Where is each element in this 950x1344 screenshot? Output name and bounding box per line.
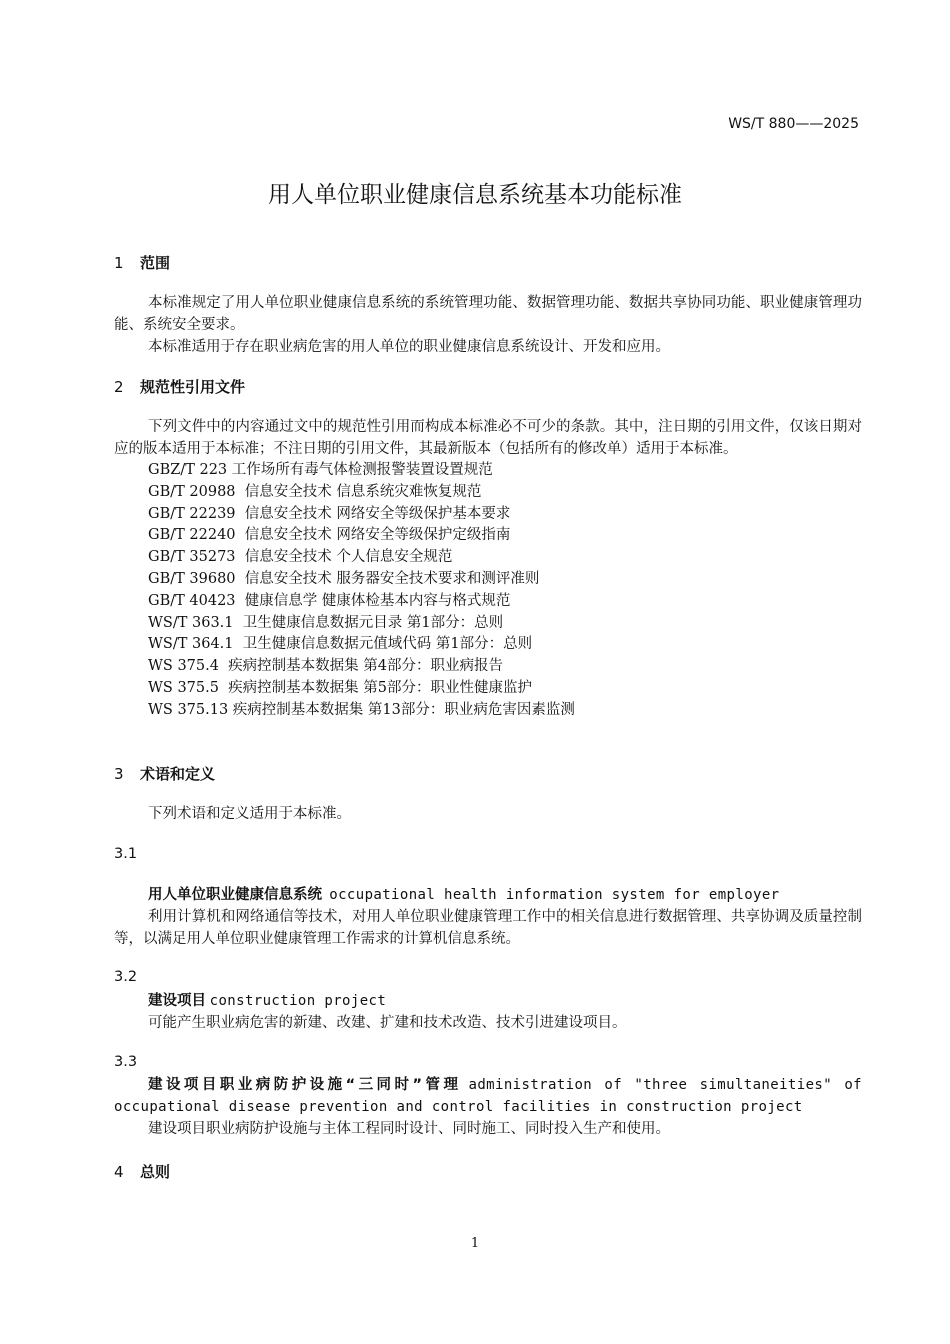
paragraph: 本标准适用于存在职业病危害的用人单位的职业健康信息系统设计、开发和应用。: [148, 339, 670, 355]
section-title: 总则: [140, 1163, 171, 1181]
term-zh: 建设项目职业病防护设施“三同时”管理: [148, 1077, 462, 1093]
section-title: 范围: [140, 254, 171, 272]
reference-item: WS 375.5 疾病控制基本数据集 第5部分：职业性健康监护: [148, 679, 533, 696]
section-number: 2: [114, 378, 124, 396]
term-en: occupational health information system for employer: [329, 887, 780, 903]
section-2-body: [114, 416, 862, 722]
section-3-heading: [114, 763, 862, 784]
section-2-heading: [114, 376, 862, 397]
term-name: [114, 884, 862, 906]
standard-code: WS/T 880——2025: [728, 116, 859, 132]
term-number: 3.2: [114, 969, 138, 985]
section-1-body: [114, 292, 862, 358]
page-number: 1: [470, 1236, 480, 1251]
term-definition: 可能产生职业病危害的新建、改建、扩建和技术改造、技术引进建设项目。: [148, 1015, 627, 1031]
reference-item: GBZ/T 223 工作场所有毒气体检测报警装置设置规范: [148, 462, 493, 478]
document-title: 用人单位职业健康信息系统基本功能标准: [268, 182, 682, 208]
section-title: 术语和定义: [140, 765, 216, 783]
reference-list: [114, 460, 862, 722]
term-zh: 用人单位职业健康信息系统: [148, 887, 322, 903]
paragraph: 下列文件中的内容通过文中的规范性引用而构成本标准必不可少的条款。其中，注日期的引用文件，仅该日期对应的版本适用于本标准；不注日期的引用文件，其最新版本（包括所有的修改单）适用于本标准。: [114, 419, 862, 457]
paragraph: 本标准规定了用人单位职业健康信息系统的系统管理功能、数据管理功能、数据共享协同功能、职业健康管理功能、系统安全要求。: [114, 295, 862, 333]
section-number: 1: [114, 254, 124, 272]
term-zh: 建设项目: [148, 993, 206, 1009]
reference-item: GB/T 20988 信息安全技术 信息系统灾难恢复规范: [148, 483, 482, 500]
paragraph: 下列术语和定义适用于本标准。: [148, 806, 351, 822]
section-3-intro: [114, 803, 862, 825]
reference-item: WS 375.4 疾病控制基本数据集 第4部分：职业病报告: [148, 658, 504, 675]
term-definition: 建设项目职业病防护设施与主体工程同时设计、同时施工、同时投入生产和使用。: [148, 1121, 670, 1137]
term-definition: 利用计算机和网络通信等技术，对用人单位职业健康管理工作中的相关信息进行数据管理、共享协调及质量控制等，以满足用人单位职业健康管理工作需求的计算机信息系统。: [114, 909, 862, 947]
term-entry: [114, 1074, 862, 1140]
section-number: 3: [114, 765, 124, 783]
term-entry: [114, 884, 862, 950]
term-en: construction project: [209, 993, 387, 1009]
term-name: [114, 1074, 862, 1118]
reference-item: GB/T 40423 健康信息学 健康体检基本内容与格式规范: [148, 592, 511, 609]
reference-item: WS 375.13 疾病控制基本数据集 第13部分：职业病危害因素监测: [148, 701, 575, 718]
reference-item: GB/T 22239 信息安全技术 网络安全等级保护基本要求: [148, 505, 511, 522]
term-en: administration of "three simultaneities" of occupational disease prevention and control facilities in construction project: [114, 1077, 863, 1115]
term-number: 3.1: [114, 846, 138, 862]
section-number: 4: [114, 1163, 124, 1181]
reference-item: GB/T 35273 信息安全技术 个人信息安全规范: [148, 549, 453, 566]
reference-item: WS/T 363.1 卫生健康信息数据元目录 第1部分：总则: [148, 614, 504, 631]
term-entry: [114, 990, 862, 1034]
term-name: [114, 990, 862, 1012]
reference-item: GB/T 22240 信息安全技术 网络安全等级保护定级指南: [148, 527, 511, 544]
section-1-heading: [114, 252, 862, 273]
section-title: 规范性引用文件: [140, 378, 246, 396]
term-number: 3.3: [114, 1054, 138, 1070]
reference-item: WS/T 364.1 卫生健康信息数据元值域代码 第1部分：总则: [148, 636, 533, 653]
reference-item: GB/T 39680 信息安全技术 服务器安全技术要求和测评准则: [148, 570, 540, 587]
section-4-heading: [114, 1161, 862, 1182]
